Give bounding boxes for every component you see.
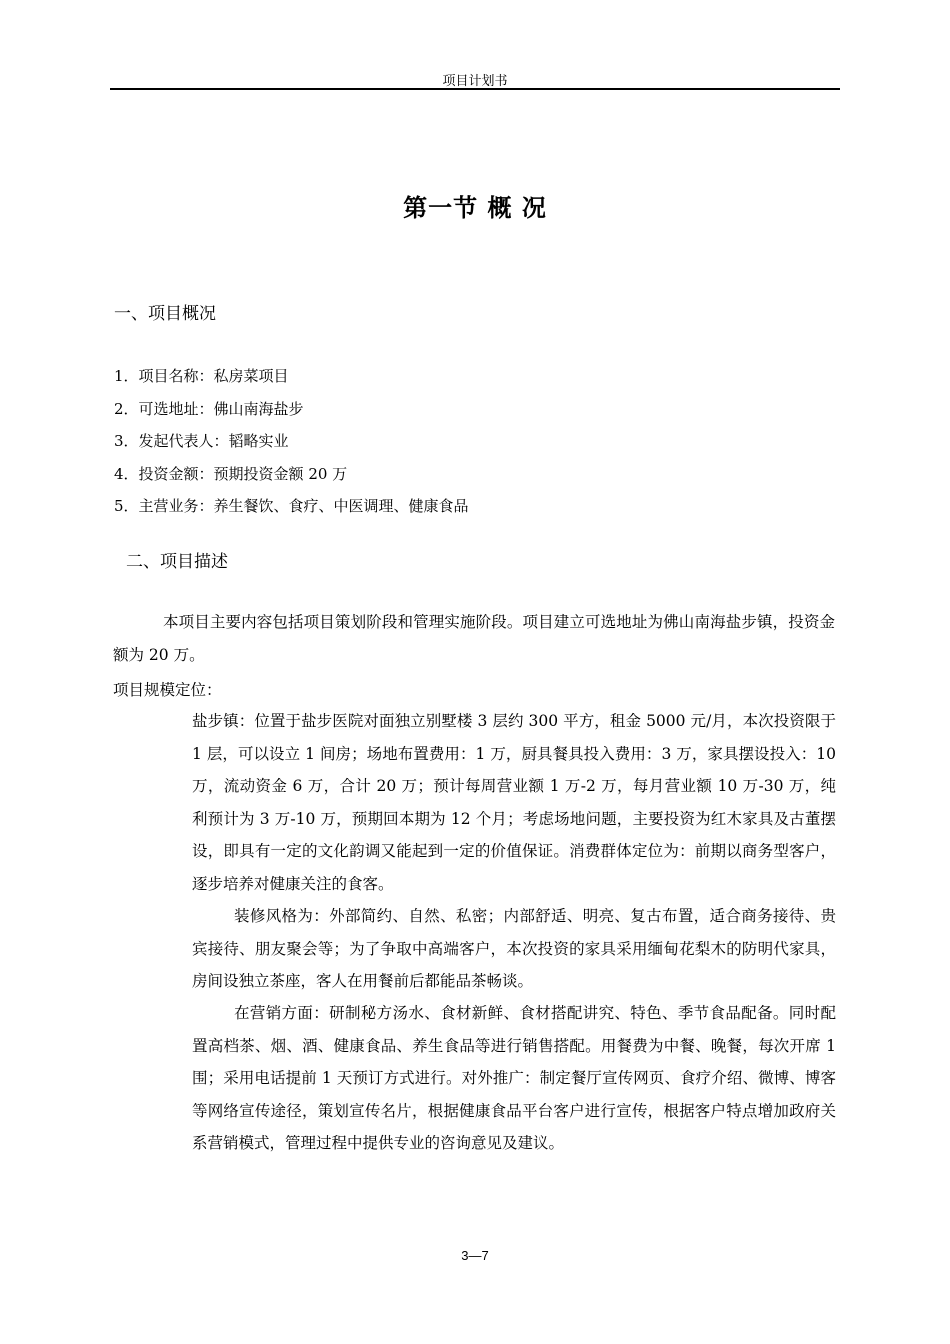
decor-paragraph: 装修风格为：外部简约、自然、私密；内部舒适、明亮、复古布置，适合商务接待、贵宾接待、朋友聚会等；为了争取中高端客户，本次投资的家具采用缅甸花梨木的防明代家具，房间设独立茶座，客人在用餐前后都能品茶畅谈。 xyxy=(192,907,836,991)
header-rule xyxy=(110,88,840,90)
header-title: 项目计划书 xyxy=(442,74,508,89)
list-item: 4．投资金额：预期投资金额 20 万 xyxy=(114,464,348,483)
intro-paragraph: 本项目主要内容包括项目策划阶段和管理实施阶段。项目建立可选地址为佛山南海盐步镇，投资金额为 20 万。 xyxy=(113,613,835,664)
page-number: 3—7 xyxy=(461,1248,489,1263)
marketing-paragraph: 在营销方面：研制秘方汤水、食材新鲜、食材搭配讲究、特色、季节食品配备。同时配置高档茶、烟、酒、健康食品、养生食品等进行销售搭配。用餐费为中餐、晚餐，每次开席 1 围；采用电话提前 1 天预订方式进行。对外推广：制定餐厅宣传网页、食疗介绍、微博、博客等网络宣传途径，策划宣传名片，根据健康食品平台客户进行宣传，根据客户特点增加政府关系营销模式，管理过程中提供专业的咨询意见及建议。 xyxy=(192,1004,836,1153)
list-item: 1．项目名称：私房菜项目 xyxy=(114,367,289,385)
list-item: 3．发起代表人：韬略实业 xyxy=(114,432,289,450)
chapter-title: 第一节 概 况 xyxy=(403,194,547,222)
list-item: 5．主营业务：养生餐饮、食疗、中医调理、健康食品 xyxy=(114,497,469,515)
list-item: 2．可选地址：佛山南海盐步 xyxy=(114,399,304,418)
section-heading-description: 二、项目描述 xyxy=(126,552,228,572)
scale-label: 项目规模定位： xyxy=(113,681,222,699)
section-heading-overview: 一、项目概况 xyxy=(114,304,216,324)
project-info-list xyxy=(114,363,469,526)
scale-paragraph: 盐步镇：位置于盐步医院对面独立别墅楼 3 层约 300 平方，租金 5000 元/月，本次投资限于 1 层，可以设立 1 间房；场地布置费用：1 万，厨具餐具投入费用：3 万，家具摆设投入：10 万，流动资金 6 万，合计 20 万；预计每周营业额 1 万-2 万，每月营业额 10 万-30 万，纯利预计为 3 万-10 万，预期回本期为 12 个月；考虑场地问题，主要投资为红木家具及古董摆设，即具有一定的文化韵调又能起到一定的价值保证。消费群体定位为：前期以商务型客户，逐步培养对健康关注的食客。 xyxy=(192,712,836,893)
